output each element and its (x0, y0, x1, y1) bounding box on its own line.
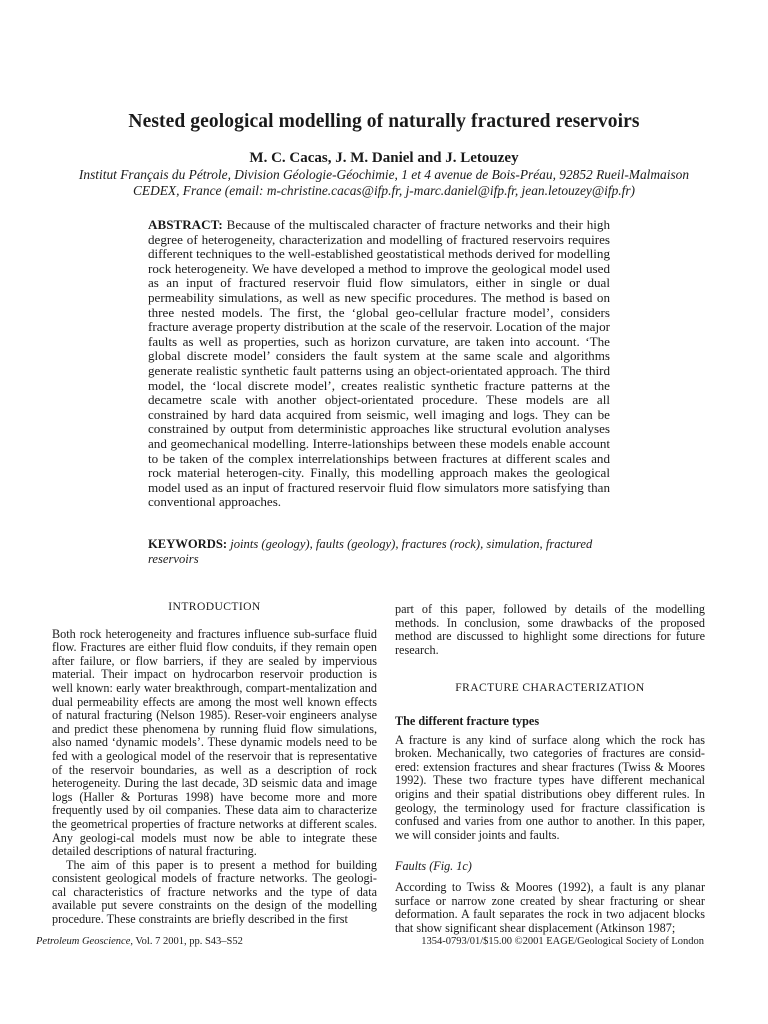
keywords (148, 537, 610, 567)
affiliation-line-1: Institut Français du Pétrole, Division Géologie-Géochimie, 1 et 4 avenue de Bois-Préau, 92852 Rueil-Malmaison (78, 167, 690, 182)
footer-citation (36, 936, 243, 947)
abstract-label: ABSTRACT: (148, 217, 223, 232)
fracture-types-paragraph: A fracture is any kind of surface along which the rock has broken. Mechanically, two categories of fractures are consid-ered: extension fractures and shear fractures (Twiss & Moores 1992). These two fracture types have different mechanical origins and their spatial distributions obey different rules. In geology, the terminology used for fracture classification is confused and varies from one author to another. In this paper, we will consider joints and faults. (395, 732, 705, 842)
left-column (52, 600, 377, 927)
abstract (148, 218, 610, 510)
intro-paragraph-1: Both rock heterogeneity and fractures influence sub-surface fluid flow. Fractures are either fluid flow conduits, if they remain open after failure, or flow barriers, if they are sealed by impervious material. Their impact on hydrocarbon reservoir production is well known: early water breakthrough, compart-mentalization and dual permeability effects are among the most well known effects of natural fracturing (Nelson 1985). Reser-voir engineers analyse and predict these phenomena by running fluid flow simulations, also named ‘dynamic models’. These dynamic models need to be fed with a geological model of the reservoir that is representative of the reservoir boundaries, as well as a description of rock heterogeneity. During the last decade, 3D seismic data and image logs (Haller & Porturas 1998) have become more and more frequently used by oil companies. These data aim to characterize the geometrical properties of fracture networks at different scales. Any geologi-cal models must now be able to integrate these detailed descriptions of natural fracturing. (52, 626, 377, 859)
section-heading-introduction: INTRODUCTION (168, 600, 261, 613)
faults-paragraph: According to Twiss & Moores (1992), a fault is any planar surface or narrow zone created by shear fracturing or shear deformation. A fault separates the rock in two adjacent blocks that show significant shear displacement (Atkinson 1987; (395, 879, 705, 935)
intro-paragraph-3: part of this paper, followed by details of the modelling methods. In conclusion, some drawbacks of the proposed method are discussed to highlight some directions for future research. (395, 602, 705, 657)
section-heading-fracture-characterization: FRACTURE CHARACTERIZATION (455, 681, 645, 695)
keywords-label: KEYWORDS: (148, 537, 228, 551)
footer-copyright: 1354-0793/01/$15.00 ©2001 EAGE/Geological Society of London (421, 936, 704, 947)
subheading-fracture-types: The different fracture types (395, 713, 540, 728)
abstract-text: Because of the multiscaled character of fracture networks and their high degree of heterogeneity, characterization and modelling of fractured reservoirs requires different techniques to the well-established geostatistical methods derived for modelling rock heterogeneity. We have developed a method to improve the geological model used as an input of fractured reservoir fluid flow simulators, either in single or dual permeability simulations, as well as new specific procedures. The method is based on three nested models. The first, the ‘global geo-cellular fracture model’, considers fracture average property distribution at the scale of the reservoir. Location of the major faults as well as properties, such as horizon curvature, are taken into account. ‘The global discrete model’ considers the fault system at the same scale and algorithms generate realistic synthetic fault patterns using an object-orientated approach. The third model, the ‘local discrete model’, creates realistic synthetic fracture patterns at the decametre scale with another object-orientated procedure. These models are all constrained by hard data acquired from seismic, well imaging and logs. They can be constrained by output from deterministic approaches like structural evolution analyses and geomechanical modelling. Interre-lationships between these models enable account to be taken of the complex interrelationships between fractures at different scales and rock material heterogen-city. Finally, this modelling approach makes the geological model used as an input of fractured reservoir fluid flow simulators more satisfying than conventional approaches. (148, 217, 611, 510)
right-column (395, 603, 705, 935)
paper-title: Nested geological modelling of naturally fractured reservoirs (128, 111, 640, 132)
keywords-text: joints (geology), faults (geology), fractures (rock), simulation, fractured reservoirs (148, 537, 593, 566)
journal-name: Petroleum Geoscience (36, 936, 131, 947)
intro-paragraph-2: The aim of this paper is to present a method for building consistent geological models of fracture networks. The geologi-cal characteristics of fracture networks and the type of data available put severe constraints on the design of the modelling procedure. These constraints are briefly described in the first (52, 857, 377, 927)
affiliation (60, 167, 708, 199)
author-list: M. C. Cacas, J. M. Daniel and J. Letouzey (249, 150, 519, 166)
journal-volume-pages: , Vol. 7 2001, pp. S43–S52 (130, 936, 243, 947)
subheading-faults: Faults (Fig. 1c) (395, 859, 472, 874)
affiliation-line-2: CEDEX, France (email: m-christine.cacas@ifp.fr, j-marc.daniel@ifp.fr, jean.letouzey@ifp.fr) (132, 183, 636, 198)
